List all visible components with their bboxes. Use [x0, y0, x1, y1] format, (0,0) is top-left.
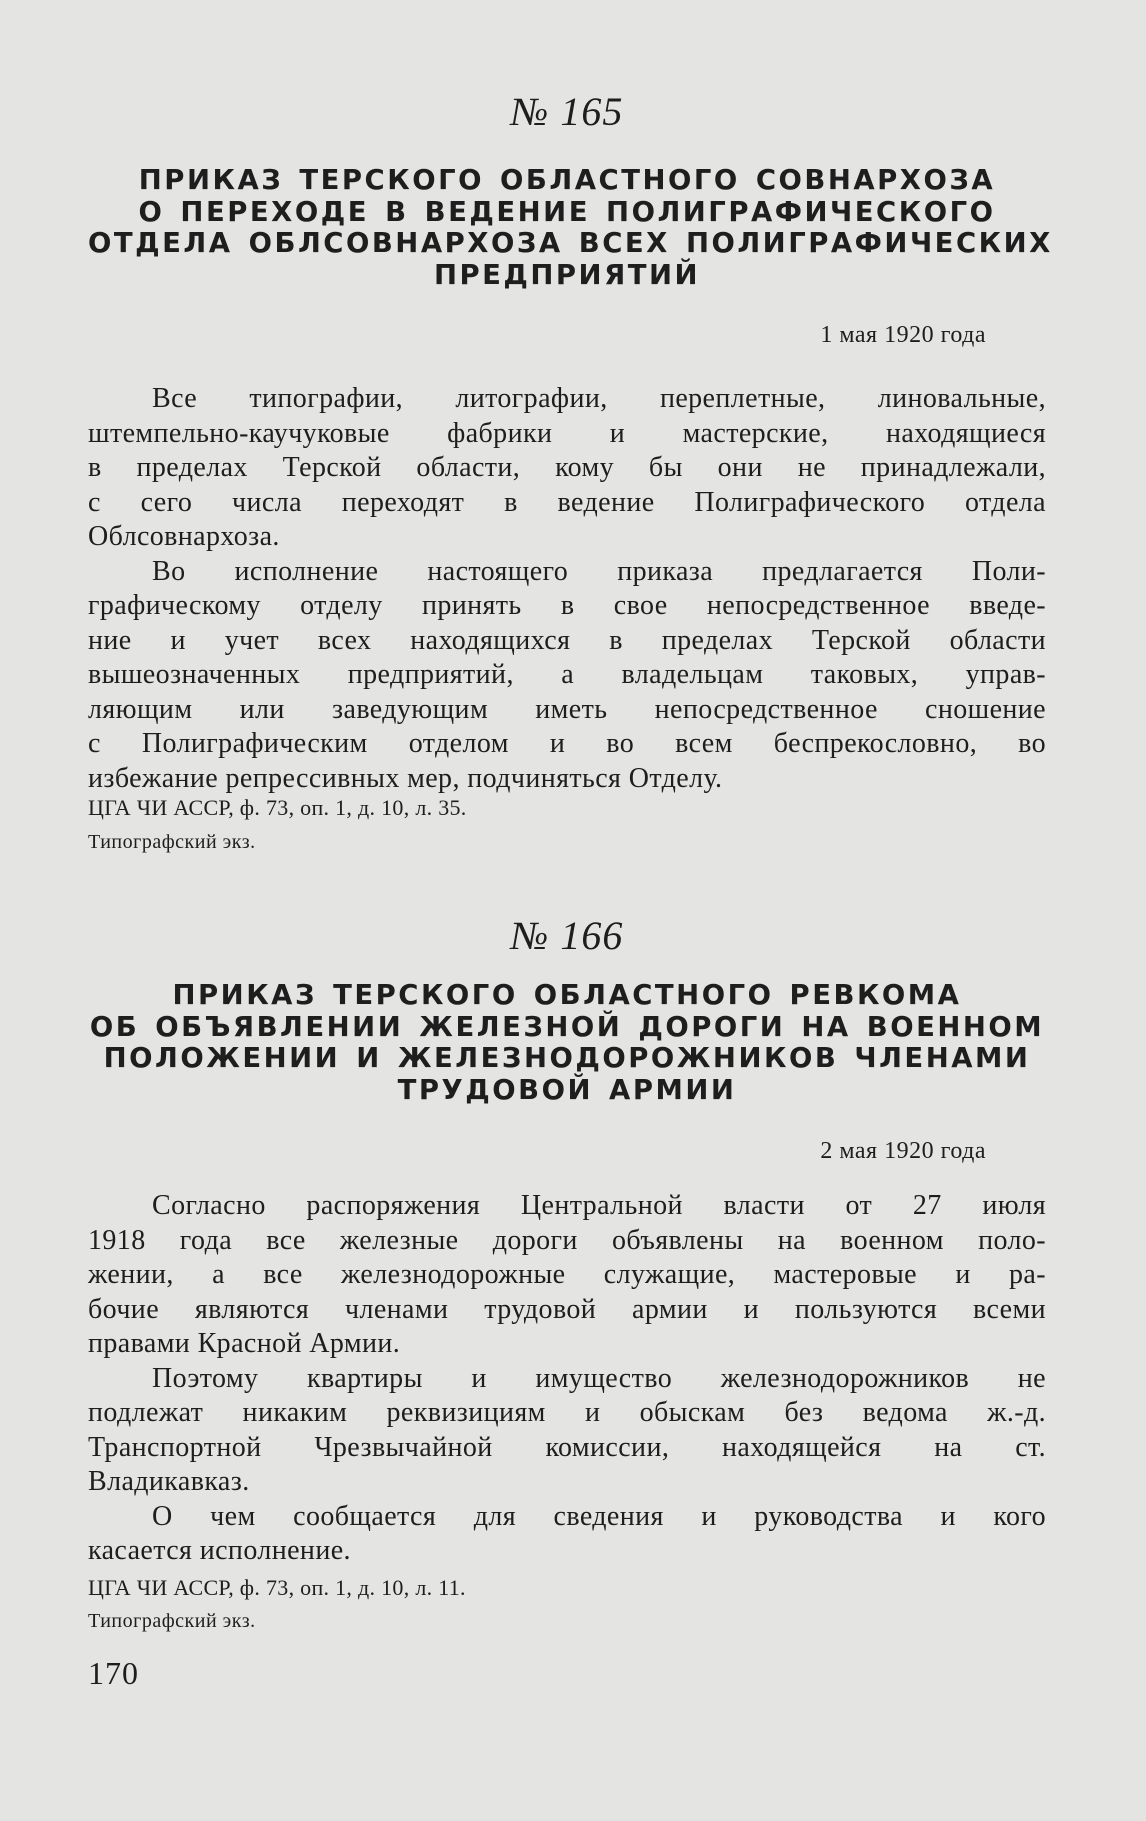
body-line: Владикавказ.	[88, 1466, 250, 1497]
copy-type-note: Типографский экз.	[88, 1610, 256, 1632]
document-body	[88, 1189, 1046, 1569]
body-line: вышеозначенных предприятий, а владельцам таковых, управ-	[88, 659, 1046, 690]
body-line: штемпельно-каучуковые фабрики и мастерские, находящиеся	[88, 417, 1046, 449]
body-line: Согласно распоряжения Центральной власти от 27 июля	[152, 1190, 1046, 1221]
document-date: 2 мая 1920 года	[820, 1138, 986, 1164]
title-line: О ПЕРЕХОДЕ В ВЕДЕНИЕ ПОЛИГРАФИЧЕСКОГО	[138, 195, 996, 228]
body-line: подлежат никаким реквизициям и обыскам без ведома ж.-д.	[88, 1397, 1046, 1428]
copy-type-note: Типографский экз.	[88, 831, 256, 853]
body-line: в пределах Терской области, кому бы они не принадлежали,	[88, 452, 1046, 483]
document-title	[88, 980, 1046, 1106]
body-line: избежание репрессивных мер, подчиняться Отделу.	[88, 762, 723, 794]
title-line: ПОЛОЖЕНИИ И ЖЕЛЕЗНОДОРОЖНИКОВ ЧЛЕНАМИ	[103, 1042, 1031, 1074]
body-line: жении, а все железнодорожные служащие, мастеровые и ра-	[88, 1259, 1046, 1290]
body-line: бочие являются членами трудовой армии и пользуются всеми	[88, 1293, 1046, 1325]
archive-source: ЦГА ЧИ АССР, ф. 73, оп. 1, д. 10, л. 11.	[88, 1575, 466, 1600]
document-body	[88, 382, 1046, 796]
body-line: правами Красной Армии.	[88, 1328, 401, 1359]
body-line: с сего числа переходят в ведение Полиграфического отдела	[88, 486, 1046, 518]
body-line: 1918 года все железные дороги объявлены на военном поло-	[88, 1224, 1046, 1256]
document-number: № 166	[510, 913, 624, 958]
body-line: Во исполнение настоящего приказа предлагается Поли-	[152, 555, 1046, 587]
document-date: 1 мая 1920 года	[820, 322, 986, 348]
title-line: ОБ ОБЪЯВЛЕНИИ ЖЕЛЕЗНОЙ ДОРОГИ НА ВОЕННОМ	[89, 1010, 1045, 1043]
body-line: О чем сообщается для сведения и руководства и кого	[152, 1500, 1046, 1532]
body-line: касается исполнение.	[88, 1535, 351, 1566]
title-line: ОТДЕЛА ОБЛСОВНАРХОЗА ВСЕХ ПОЛИГРАФИЧЕСКИХ	[88, 227, 1053, 259]
document-title	[88, 164, 1053, 291]
title-line: ПРЕДПРИЯТИЙ	[433, 258, 701, 291]
body-line: Облсовнархоза.	[88, 521, 280, 552]
archive-source: ЦГА ЧИ АССР, ф. 73, оп. 1, д. 10, л. 35.	[88, 795, 467, 820]
document-number: № 165	[510, 89, 624, 134]
body-line: ние и учет всех находящихся в пределах Терской области	[88, 624, 1046, 656]
body-line: Все типографии, литографии, переплетные, линовальные,	[152, 383, 1046, 414]
body-line: Поэтому квартиры и имущество железнодорожников не	[152, 1362, 1046, 1394]
title-line: ТРУДОВОЙ АРМИИ	[397, 1073, 737, 1106]
title-line: ПРИКАЗ ТЕРСКОГО ОБЛАСТНОГО РЕВКОМА	[172, 979, 962, 1011]
page-number: 170	[88, 1655, 139, 1691]
body-line: графическому отделу принять в свое непосредственное введе-	[88, 590, 1046, 621]
body-line: с Полиграфическим отделом и во всем беспрекословно, во	[88, 728, 1046, 759]
title-line: ПРИКАЗ ТЕРСКОГО ОБЛАСТНОГО СОВНАРХОЗА	[138, 164, 996, 196]
body-line: Транспортной Чрезвычайной комиссии, находящейся на ст.	[88, 1431, 1046, 1463]
body-line: ляющим или заведующим иметь непосредственное сношение	[88, 693, 1046, 725]
